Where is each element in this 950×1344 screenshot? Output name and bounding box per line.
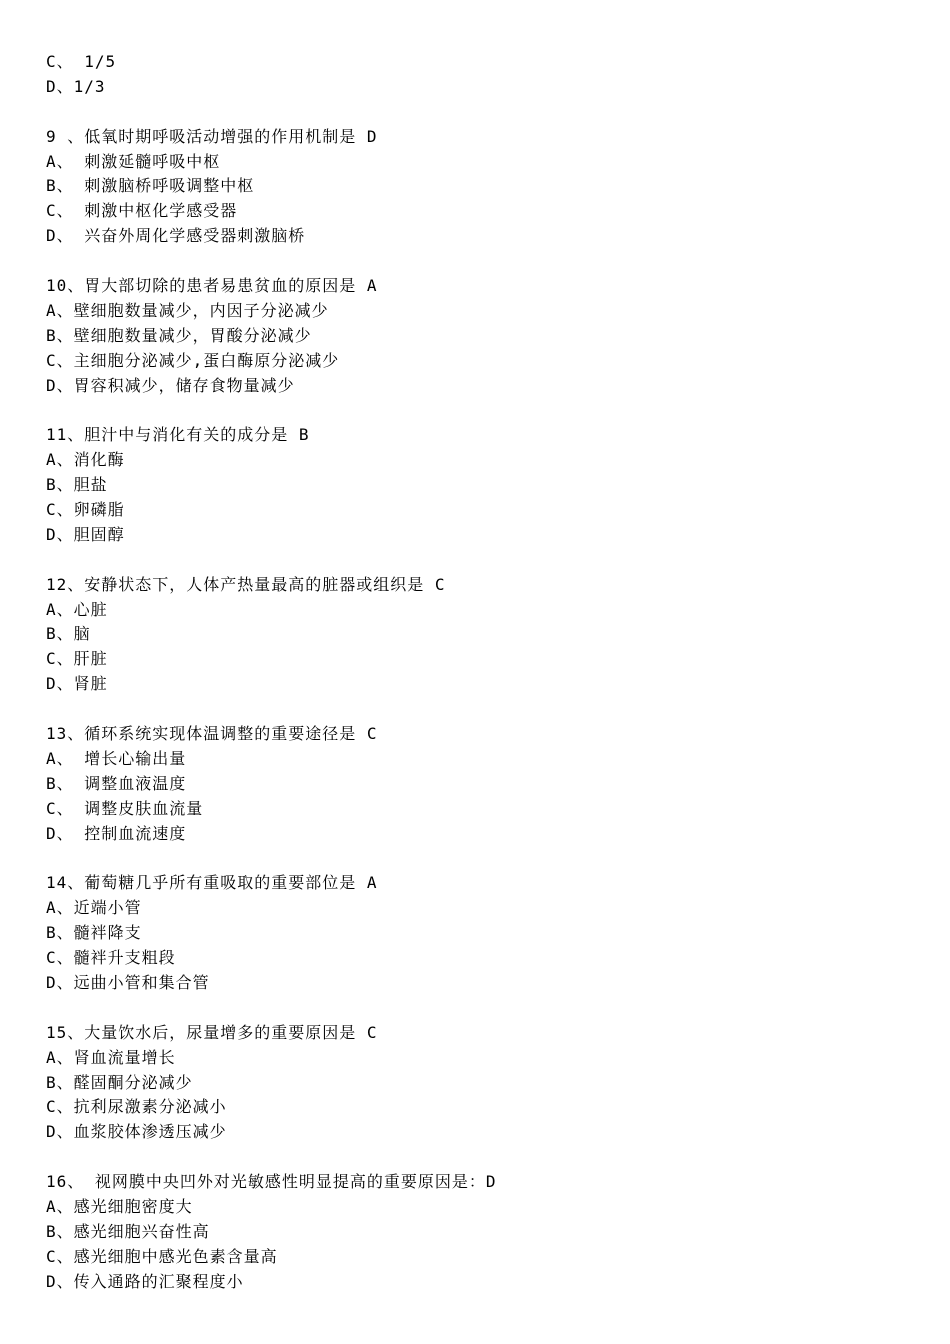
question-stem: 13、循环系统实现体温调整的重要途径是 C bbox=[46, 724, 378, 744]
option-c: C、 刺激中枢化学感受器 bbox=[46, 201, 238, 221]
option-a: A、肾血流量增长 bbox=[46, 1047, 176, 1067]
question-14 bbox=[46, 871, 906, 995]
option-b: B、 调整血液温度 bbox=[46, 773, 187, 793]
option-a: A、 增长心输出量 bbox=[46, 748, 187, 768]
question-stem: 11、胆汁中与消化有关的成分是 B bbox=[46, 425, 310, 445]
option-c: C、肝脏 bbox=[46, 649, 108, 669]
option-d: D、 兴奋外周化学感受器刺激脑桥 bbox=[46, 226, 306, 246]
option-d: D、传入通路的汇聚程度小 bbox=[46, 1271, 244, 1291]
option-d: D、远曲小管和集合管 bbox=[46, 972, 210, 992]
question-stem: 9 、低氧时期呼吸活动增强的作用机制是 D bbox=[46, 126, 378, 146]
document-page bbox=[46, 50, 906, 1295]
option-c: C、 调整皮肤血流量 bbox=[46, 798, 204, 818]
option-d: D、血浆胶体渗透压减少 bbox=[46, 1122, 227, 1142]
question-stem: 12、安静状态下，人体产热量最高的脏器或组织是 C bbox=[46, 574, 446, 594]
question-15 bbox=[46, 1021, 906, 1145]
option-a: A、近端小管 bbox=[46, 898, 142, 918]
option-d: D、 控制血流速度 bbox=[46, 823, 187, 843]
question-10 bbox=[46, 274, 906, 398]
option-b: B、脑 bbox=[46, 624, 91, 644]
option-b: B、壁细胞数量减少，胃酸分泌减少 bbox=[46, 325, 312, 345]
option-c: C、感光细胞中感光色素含量高 bbox=[46, 1246, 278, 1266]
question-stem: 10、胃大部切除的患者易患贫血的原因是 A bbox=[46, 276, 378, 296]
option-b: B、髓袢降支 bbox=[46, 923, 142, 943]
question-stem: 16、 视网膜中央凹外对光敏感性明显提高的重要原因是：D bbox=[46, 1172, 497, 1192]
question-13 bbox=[46, 722, 906, 846]
option-b: B、感光细胞兴奋性高 bbox=[46, 1221, 210, 1241]
question-stem: 14、葡萄糖几乎所有重吸取的重要部位是 A bbox=[46, 873, 378, 893]
option-b: B、胆盐 bbox=[46, 475, 108, 495]
option-a: A、心脏 bbox=[46, 599, 108, 619]
question-12 bbox=[46, 573, 906, 697]
option-d: D、胃容积减少，储存食物量减少 bbox=[46, 375, 295, 395]
lead-options bbox=[46, 50, 906, 100]
question-11 bbox=[46, 423, 906, 547]
question-16 bbox=[46, 1170, 906, 1294]
option-b: B、醛固酮分泌减少 bbox=[46, 1072, 193, 1092]
option-c: C、 1/5 bbox=[46, 52, 117, 71]
option-c: C、髓袢升支粗段 bbox=[46, 948, 176, 968]
question-9 bbox=[46, 125, 906, 249]
option-a: A、消化酶 bbox=[46, 450, 125, 470]
option-d: D、肾脏 bbox=[46, 674, 108, 694]
option-a: A、 刺激延髓呼吸中枢 bbox=[46, 151, 221, 171]
option-c: C、卵磷脂 bbox=[46, 500, 125, 520]
option-d: D、1/3 bbox=[46, 76, 106, 96]
question-stem: 15、大量饮水后，尿量增多的重要原因是 C bbox=[46, 1022, 378, 1042]
option-d: D、胆固醇 bbox=[46, 524, 125, 544]
option-a: A、壁细胞数量减少，内因子分泌减少 bbox=[46, 300, 329, 320]
option-a: A、感光细胞密度大 bbox=[46, 1196, 193, 1216]
option-c: C、抗利尿激素分泌减小 bbox=[46, 1097, 227, 1117]
option-b: B、 刺激脑桥呼吸调整中枢 bbox=[46, 176, 255, 196]
option-c: C、主细胞分泌减少,蛋白酶原分泌减少 bbox=[46, 350, 340, 370]
